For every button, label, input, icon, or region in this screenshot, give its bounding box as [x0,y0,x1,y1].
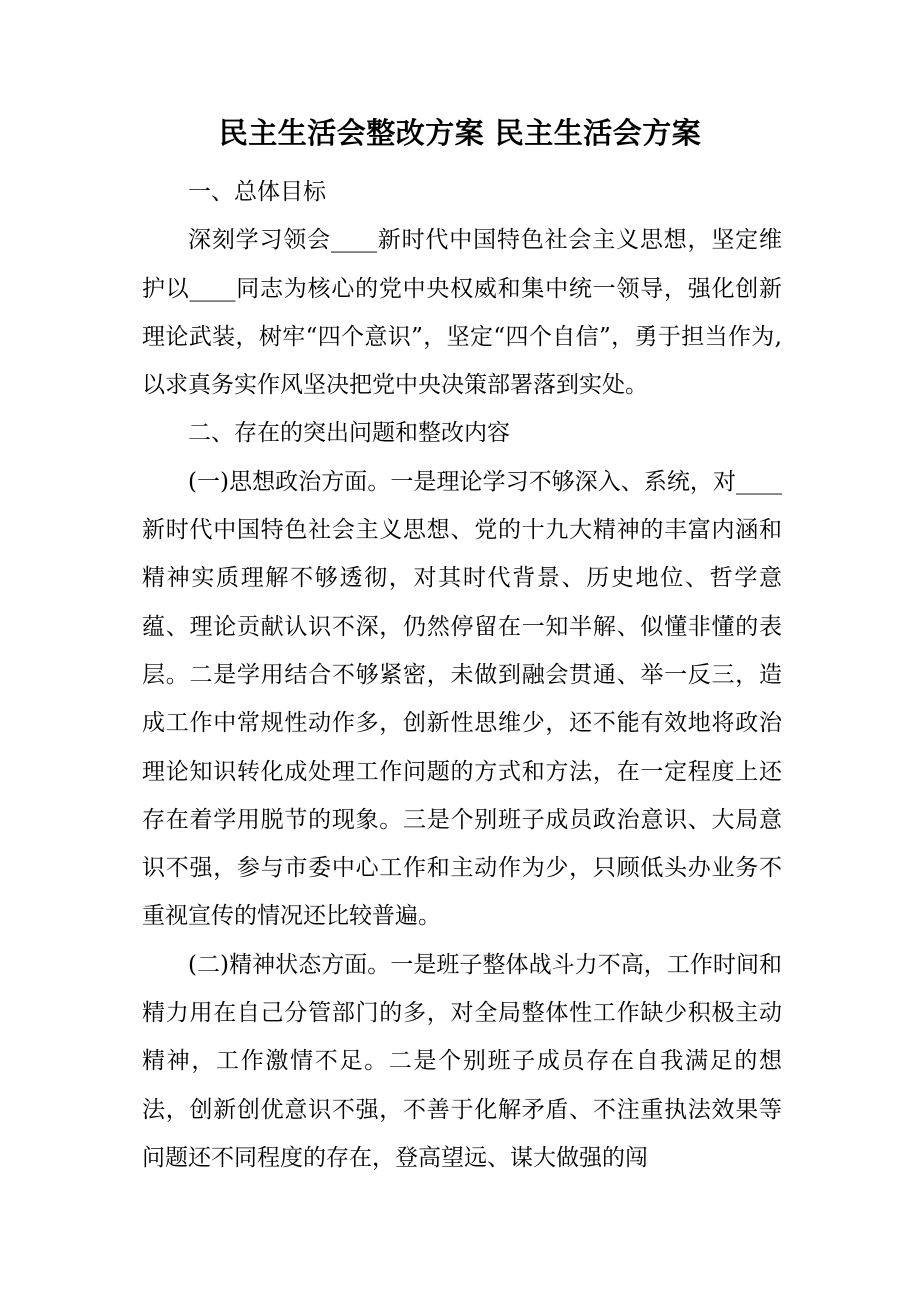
document-body [142,168,782,1182]
paragraph-overall-goal: 深刻学习领会____新时代中国特色社会主义思想，坚定维护以____同志为核心的党中央权威和集中统一领导，强化创新理论武装，树牢“四个意识”，坚定“四个自信”，勇于担当作为,以求真务实作风坚决把党中央决策部署落到实处。 [142,227,782,399]
document-title: 民主生活会整改方案 民主生活会方案 [218,116,702,150]
section-heading-2: 二、存在的突出问题和整改内容 [188,420,510,447]
paragraph-spiritual-state: (二)精神状态方面。一是班子整体战斗力不高，工作时间和精力用在自己分管部门的多，对全局整体性工作缺少积极主动精神，工作激情不足。二是个别班子成员存在自我满足的想法，创新创优意识不强，不善于化解矛盾、不注重执法效果等问题还不同程度的存在，登高望远、谋大做强的闯 [142,951,782,1171]
section-heading-1: 一、总体目标 [188,179,326,205]
paragraph-ideology-politics: (一)思想政治方面。一是理论学习不够深入、系统，对____新时代中国特色社会主义思想、党的十九大精神的丰富内涵和精神实质理解不够透彻，对其时代背景、历史地位、哲学意蕴、理论贡献认识不深，仍然停留在一知半解、似懂非懂的表层。二是学用结合不够紧密，未做到融会贯通、举一反三，造成工作中常规性动作多，创新性思维少，还不能有效地将政治理论知识转化成处理工作问题的方式和方法，在一定程度上还存在着学用脱节的现象。三是个别班子成员政治意识、大局意识不强，参与市委中心工作和主动作为少，只顾低头办业务不重视宣传的情况还比较普遍。 [142,468,782,930]
